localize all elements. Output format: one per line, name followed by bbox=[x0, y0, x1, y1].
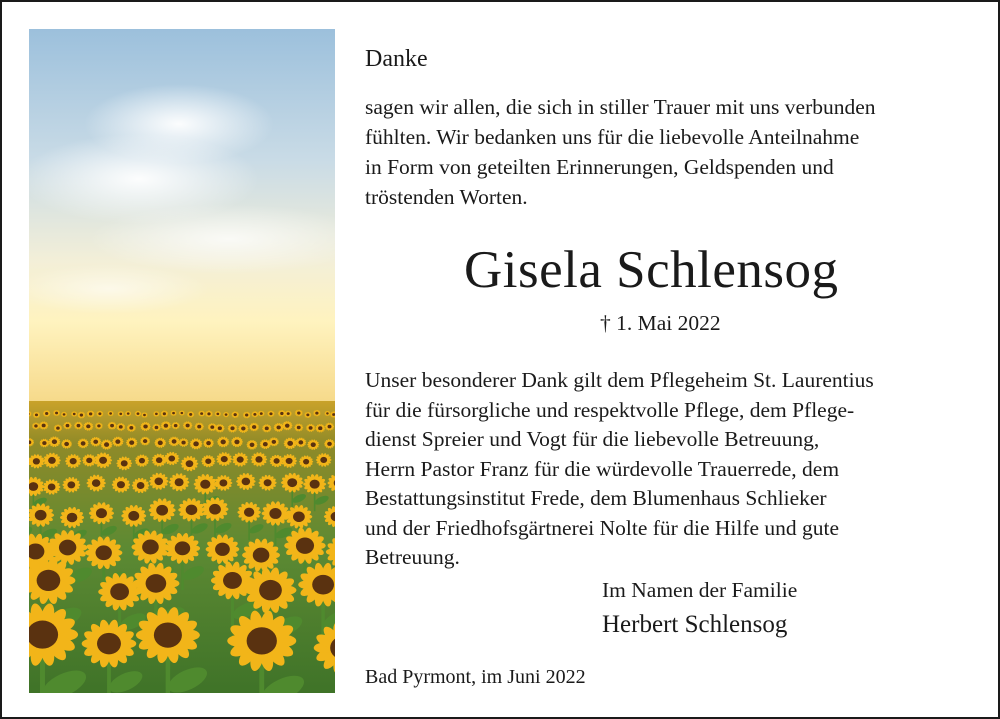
heading-danke: Danke bbox=[365, 46, 428, 72]
intro-paragraph bbox=[365, 92, 876, 212]
thanks-line: und der Friedhofsgärtnerei Nolte für die Hilfe und gute bbox=[365, 515, 840, 540]
thanks-line: Bestattungsinstitut Frede, dem Blumenhaus Schlieker bbox=[365, 486, 827, 510]
place-and-date: Bad Pyrmont, im Juni 2022 bbox=[365, 666, 586, 688]
sunflower-field-illustration bbox=[29, 29, 335, 693]
thanks-line: Betreuung. bbox=[365, 545, 460, 569]
thanks-line: für die fürsorgliche und respektvolle Pflege, dem Pflege- bbox=[365, 397, 855, 422]
intro-line: in Form von geteilten Erinnerungen, Geldspenden und bbox=[365, 155, 834, 179]
closing-phrase: Im Namen der Familie bbox=[602, 578, 798, 602]
thanks-line: dienst Spreier und Vogt für die liebevolle Betreuung, bbox=[365, 427, 820, 451]
death-date: † 1. Mai 2022 bbox=[600, 311, 721, 335]
intro-line: sagen wir allen, die sich in stiller Trauer mit uns verbunden bbox=[365, 95, 876, 119]
intro-line: tröstenden Worten. bbox=[365, 185, 528, 209]
deceased-name: Gisela Schlensog bbox=[464, 241, 839, 299]
intro-line: fühlten. Wir bedanken uns für die liebevolle Anteilnahme bbox=[365, 125, 860, 149]
signer-name: Herbert Schlensog bbox=[602, 611, 788, 638]
sunflower-field-image bbox=[29, 29, 335, 693]
thanks-paragraph bbox=[365, 366, 874, 573]
thanks-line: Unser besonderer Dank gilt dem Pflegeheim St. Laurentius bbox=[365, 368, 874, 392]
thanks-line: Herrn Pastor Franz für die würdevolle Trauerrede, dem bbox=[365, 456, 840, 481]
